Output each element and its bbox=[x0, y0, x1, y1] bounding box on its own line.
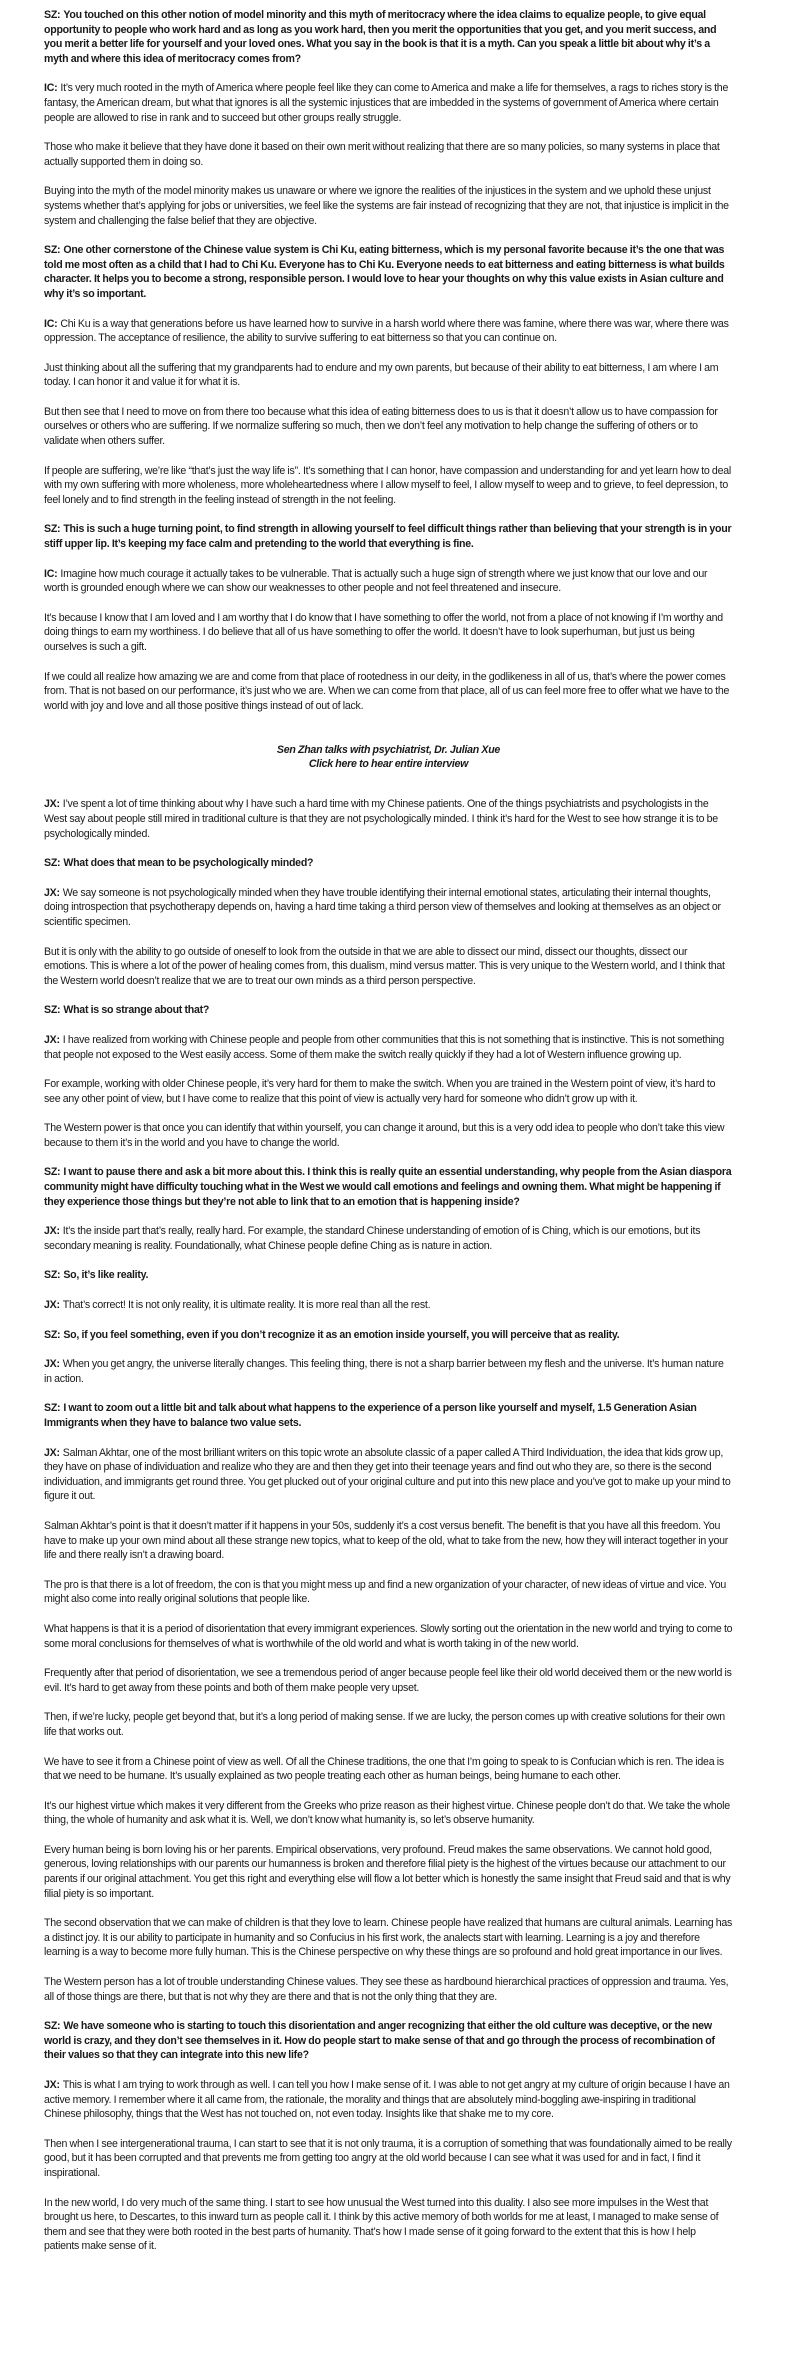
interview-question bbox=[44, 8, 733, 66]
interview-answer bbox=[44, 2196, 733, 2254]
paragraph-text: But it is only with the ability to go outside of oneself to look from the outside in that we are able to dissect our mind, dissect our thoughts, dissect our emotions. This is where a lot of the power of healing comes from, this dualism, mind versus matter. This is very unique to the Western world, and I think that the Western world doesn’t realize that we are to treat our own minds as a third person perspective. bbox=[44, 945, 725, 987]
interview-question bbox=[44, 856, 733, 871]
paragraph-text: The Western person has a lot of trouble understanding Chinese values. They see these as hardbound hierarchical practices of oppression and trauma. Yes, all of those things are there, but that is not why they are there and that is not the only thing that they are. bbox=[44, 1976, 729, 2003]
interview-answer bbox=[44, 797, 733, 841]
interview-answer bbox=[44, 1224, 733, 1253]
interview-answer bbox=[44, 184, 733, 228]
interview-answer bbox=[44, 1519, 733, 1563]
speaker-label: JX: bbox=[44, 1446, 60, 1459]
interview-answer bbox=[44, 1710, 733, 1739]
paragraph-text: This is such a huge turning point, to find strength in allowing yourself to feel difficult things rather than believing that your strength is in your stiff upper lip. It’s keeping my face calm and pretending to the world that everything is fine. bbox=[44, 523, 732, 551]
speaker-label: JX: bbox=[44, 886, 60, 899]
speaker-label: IC: bbox=[44, 82, 58, 95]
paragraph-text: When you get angry, the universe literally changes. This feeling thing, there is not a sharp barrier between my flesh and the universe. It’s human nature in action. bbox=[44, 1358, 724, 1385]
interview-answer bbox=[44, 317, 733, 346]
interview-answer bbox=[44, 1666, 733, 1695]
paragraph-text: It’s very much rooted in the myth of America where people feel like they can come to America and make a life for themselves, a rags to riches story is the fantasy, the American dream, but what that ignores is all the systemic injustices that are imbedded in the systems of government of America where certain people are allowed to rise in rank and to succeed but other groups really struggle. bbox=[44, 82, 729, 124]
interview-question bbox=[44, 1401, 733, 1430]
paragraph-text: Those who make it believe that they have done it based on their own merit without realizing that there are so many policies, so many systems in place that actually supported them in doing so. bbox=[44, 141, 720, 168]
paragraph-text: I have realized from working with Chinese people and people from other communities that this is not something that is instinctive. This is not something that people not exposed to the West easily access. Some of them make the switch really quickly if they had a lot of Western influence growing up. bbox=[44, 1033, 724, 1061]
paragraph-text: For example, working with older Chinese people, it’s very hard for them to make the switch. When you are trained in the Western point of view, it’s hard to see any other point of view, but I have come to realize that this point of view is actually very hard for someone who didn’t grow up with it. bbox=[44, 1078, 716, 1105]
paragraph-text: In the new world, I do very much of the same thing. I start to see how unusual the West turned into this duality. I also see more impulses in the West that brought us here, to Descartes, to this inward turn as people call it. I think by this active memory of both worlds for me at least, I managed to make sense of them and see that they were both rooted in the best parts of humanity. That’s how I made sense of it going forward to the extent that this is how I help patients make sense of it. bbox=[44, 2196, 719, 2253]
interview-answer bbox=[44, 670, 733, 714]
speaker-label: IC: bbox=[44, 317, 58, 330]
paragraph-text: Frequently after that period of disorientation, we see a tremendous period of anger because people feel like their old world deceived them or the new world is evil. It’s hard to get away from these points and both of them make people very upset. bbox=[44, 1667, 732, 1694]
interview-answer bbox=[44, 1121, 733, 1150]
speaker-label: JX: bbox=[44, 1033, 60, 1046]
interview-section-ic bbox=[44, 8, 733, 713]
speaker-label: SZ: bbox=[44, 244, 61, 257]
paragraph-text: One other cornerstone of the Chinese value system is Chi Ku, eating bitterness, which is my personal favorite because it’s the one that was told me most often as a child that I had to Chi Ku. Everyone has to Chi Ku. Everyone needs to eat bitterness and eating bitterness is what builds character. It helps you to become a strong, responsible person. I would love to hear your thoughts on why this value exists in Asian culture and why it’s so important. bbox=[44, 244, 725, 300]
interview-answer bbox=[44, 945, 733, 989]
paragraph-text: That’s correct! It is not only reality, it is ultimate reality. It is more real than all the rest. bbox=[62, 1299, 431, 1312]
speaker-label: SZ: bbox=[44, 9, 61, 21]
paragraph-text: We have someone who is starting to touch this disorientation and anger recognizing that either the old culture was deceptive, or the new world is crazy, and they don’t see themselves in it. How do people start to make sense of that and go through the process of recombination of their values so that they can integrate into this new life? bbox=[44, 2020, 715, 2062]
speaker-label: JX: bbox=[44, 1299, 60, 1312]
interview-question bbox=[44, 1328, 733, 1343]
speaker-label: JX: bbox=[44, 1358, 60, 1371]
paragraph-text: Every human being is born loving his or her parents. Empirical observations, very profound. Freud makes the same observations. We cannot hold good, generous, loving relationships with our parents our humanness is broken and therefore filial piety is the highest of the virtues because our attachment to our parents if our original attachment. You get this right and everything else will flow a lot better which is honestly the same insight that Freud said and that is why filial piety is so important. bbox=[44, 1843, 731, 1900]
interview-answer bbox=[44, 361, 733, 390]
speaker-label: SZ: bbox=[44, 523, 61, 536]
interview-answer bbox=[44, 611, 733, 655]
paragraph-text: Salman Akhtar, one of the most brilliant writers on this topic wrote an absolute classic of a paper called A Third Individuation, the idea that kids grow up, they have on phase of individuation and realize who they are and then they get into their teenage years and find out who they are, so there is the second individuation, and immigrants get round three. You get plucked out of your original culture and put into this new place and you’ve got to make up your mind to figure it out. bbox=[44, 1446, 731, 1503]
speaker-label: IC: bbox=[44, 567, 58, 580]
paragraph-text: What happens is that it is a period of disorientation that every immigrant experiences. Slowly sorting out the orientation in the new world and trying to come to some moral conclusions for themselves of what is worthwhile of the old world and what is worth taking in of the new world. bbox=[44, 1622, 733, 1650]
feature-title: Sen Zhan talks with psychiatrist, Dr. Julian Xue bbox=[276, 744, 501, 757]
paragraph-text: Just thinking about all the suffering that my grandparents had to endure and my own parents, but because of their ability to eat bitterness, I am where I am today. I can honor it and value it for what it is. bbox=[44, 361, 719, 389]
speaker-label: SZ: bbox=[44, 2020, 61, 2033]
speaker-label: SZ: bbox=[44, 1166, 61, 1179]
interview-answer bbox=[44, 1622, 733, 1651]
paragraph-text: This is what I am trying to work through as well. I can tell you how I make sense of it. I was able to not get angry at my culture of origin because I have an active memory. I remember where it all came from, the rationale, the morality and things that are absolutely mind-boggling awe-inspiring in traditional Chinese philosophy, things that the West has not touched on, not even today. Insights like that shake me to my core. bbox=[44, 2079, 730, 2121]
speaker-label: JX: bbox=[44, 798, 60, 811]
interview-section-jx bbox=[44, 797, 733, 2254]
paragraph-text: I want to zoom out a little bit and talk about what happens to the experience of a person like yourself and myself, 1.5 Generation Asian Immigrants when they have to balance two value sets. bbox=[44, 1402, 697, 1429]
speaker-label: SZ: bbox=[44, 1004, 61, 1017]
interview-question bbox=[44, 1268, 733, 1283]
paragraph-text: Imagine how much courage it actually takes to be vulnerable. That is actually such a huge sign of strength where we just know that our love and our worth is grounded enough where we can show our weaknesses to other people and not feel threatened and insecure. bbox=[44, 567, 708, 595]
interview-question bbox=[44, 1165, 733, 1209]
interview-answer bbox=[44, 2137, 733, 2181]
paragraph-text: It’s because I know that I am loved and I am worthy that I do know that I have something to offer the world, not from a place of not knowing if I’m worthy and doing things to earn my worthiness. I do believe that all of us have something to offer the world. It doesn’t have to look superhuman, but just us being ourselves is such a gift. bbox=[44, 611, 723, 653]
interview-answer bbox=[44, 1799, 733, 1828]
paragraph-text: If we could all realize how amazing we are and come from that place of rootedness in our deity, in the godlikeness in all of us, that’s where the power comes from. That is not based on our performance, it’s just who we are. When we can come from that place, all of us can feel more free to offer what we have to the world with joy and love and all those positive things instead of out of lack. bbox=[44, 670, 730, 712]
interview-feature-heading bbox=[44, 743, 733, 771]
speaker-label: SZ: bbox=[44, 1269, 61, 1282]
paragraph-text: Chi Ku is a way that generations before us have learned how to survive in a harsh world where there was famine, where there was war, where there was oppression. The acceptance of resilience, the ability to survive suffering to eat bitterness so that you can continue on. bbox=[44, 317, 729, 345]
interview-answer bbox=[44, 1843, 733, 1901]
paragraph-text: We have to see it from a Chinese point of view as well. Of all the Chinese traditions, the one that I’m going to speak to is Confucian which is ren. The idea is that we need to be humane. It’s usually explained as two people treating each other as human beings, being humane to each other. bbox=[44, 1755, 724, 1783]
paragraph-text: Buying into the myth of the model minority makes us unaware or where we ignore the realities of the injustices in the system and we uphold these unjust systems whether that’s applying for jobs or universities, we feel like the systems are fair instead of recognizing that they are not, that injustice is implicit in the system and challenging the false belief that they are objective. bbox=[44, 185, 729, 227]
interview-answer bbox=[44, 1446, 733, 1504]
interview-answer bbox=[44, 1975, 733, 2004]
interview-answer bbox=[44, 1916, 733, 1960]
paragraph-text: Then, if we’re lucky, people get beyond that, but it’s a long period of making sense. If we are lucky, the person comes up with creative solutions for their own life that works out. bbox=[44, 1711, 725, 1738]
interview-answer bbox=[44, 567, 733, 596]
paragraph-text: But then see that I need to move on from there too because what this idea of eating bitterness does to us is that it doesn’t allow us to have compassion for ourselves or others who are suffering. If we normalize suffering so much, then we don’t feel any motivation to help change the suffering of others or to validate when others suffer. bbox=[44, 405, 718, 448]
paragraph-text: The second observation that we can make of children is that they love to learn. Chinese people have realized that humans are cultural animals. Learning has a distinct joy. It is our ability to participate in humanity and so Confucius in his first work, the analects start with learning. Learning is a joy and therefore learning is a way to become more fully human. This is the Chinese perspective on why these things are so profound and hold great importance in our lives. bbox=[44, 1917, 733, 1959]
interview-answer bbox=[44, 1077, 733, 1106]
paragraph-text: Salman Akhtar’s point is that it doesn’t matter if it happens in your 50s, suddenly it’s a cost versus benefit. The benefit is that you have all this freedom. You have to make up your own mind about all these strange new topics, what to keep of the old, what to take from the new, how they will interact together in your life and there really isn’t a drawing board. bbox=[44, 1519, 729, 1562]
speaker-label: SZ: bbox=[44, 857, 61, 870]
interview-question bbox=[44, 2019, 733, 2063]
paragraph-text: It’s our highest virtue which makes it very different from the Greeks who prize reason as their highest virtue. Chinese people don’t do that. We take the whole thing, the whole of humanity and ask what it is. Well, we don’t know what humanity is, so let’s observe humanity. bbox=[44, 1799, 730, 1827]
paragraph-text: We say someone is not psychologically minded when they have trouble identifying their internal emotional states, articulating their internal thoughts, doing introspection that psychotherapy depends on, having a hard time taking a third person view of themselves and looking at themselves as an object or scientific specimen. bbox=[44, 886, 721, 928]
paragraph-text: What is so strange about that? bbox=[63, 1004, 210, 1017]
interview-answer bbox=[44, 464, 733, 508]
paragraph-text: I want to pause there and ask a bit more about this. I think this is really quite an essential understanding, why people from the Asian diaspora community might have difficulty touching what in the West we would call emotions and feelings and owning them. What might be happening if they experience those things but they’re not able to link that to an emotion that is happening inside? bbox=[44, 1166, 732, 1208]
interview-answer bbox=[44, 2078, 733, 2122]
interview-answer bbox=[44, 1357, 733, 1386]
interview-answer bbox=[44, 1578, 733, 1607]
speaker-label: JX: bbox=[44, 1225, 60, 1238]
interview-answer bbox=[44, 81, 733, 125]
paragraph-text: If people are suffering, we’re like “that’s just the way life is”. It’s something that I can honor, have compassion and understanding for and yet learn how to deal with my own suffering with more wholeness, more wholeheartedness where I allow myself to feel, I allow myself to weep and to grieve, to feel depression, to feel lonely and to find strength in the feeling instead of strength in the not feeling. bbox=[44, 464, 731, 506]
interview-answer bbox=[44, 1033, 733, 1062]
paragraph-text: You touched on this other notion of model minority and this myth of meritocracy where the idea claims to equalize people, to give equal opportunity to people who work hard and as long as you work hard, then you merit the opportunities that you get, and you merit success, and you merit a better life for yourself and your loved ones. What you say in the book is that it is a myth. Can you speak a little bit about why it’s a myth and where this idea of meritocracy comes from? bbox=[44, 9, 717, 65]
paragraph-text: It’s the inside part that’s really, really hard. For example, the standard Chinese understanding of emotion of is Ching, which is our emotions, but its secondary meaning is reality. Foundationally, what Chinese people define Ching as is nature in action. bbox=[44, 1225, 701, 1252]
hear-interview-link[interactable]: Click here to hear entire interview bbox=[308, 758, 469, 771]
interview-answer bbox=[44, 1755, 733, 1784]
paragraph-text: So, it’s like reality. bbox=[63, 1269, 149, 1282]
paragraph-text: What does that mean to be psychologically minded? bbox=[63, 857, 314, 870]
interview-question bbox=[44, 522, 733, 551]
paragraph-text: Then when I see intergenerational trauma, I can start to see that it is not only trauma, it is a corruption of something that was foundationally aimed to be really good, but it has been corrupted and that prevents me from getting too angry at the old world because I can see what it was used for and in fact, I find it inspirational. bbox=[44, 2137, 732, 2179]
speaker-label: SZ: bbox=[44, 1402, 61, 1415]
paragraph-text: The pro is that there is a lot of freedom, the con is that you might mess up and find a new organization of your character, of new ideas of virtue and vice. You might also come into really original solutions that people like. bbox=[44, 1578, 727, 1606]
interview-answer bbox=[44, 886, 733, 930]
paragraph-text: So, if you feel something, even if you don’t recognize it as an emotion inside yourself, you will perceive that as reality. bbox=[63, 1328, 620, 1341]
interview-answer bbox=[44, 405, 733, 449]
paragraph-text: I’ve spent a lot of time thinking about why I have such a hard time with my Chinese patients. One of the things psychiatrists and psychologists in the West say about people still mired in traditional culture is that they are not psychologically minded. I think it’s hard for the West to see how strange it is to be psychologically minded. bbox=[44, 798, 718, 840]
interview-question bbox=[44, 243, 733, 301]
speaker-label: JX: bbox=[44, 2079, 60, 2091]
speaker-label: SZ: bbox=[44, 1328, 61, 1341]
paragraph-text: The Western power is that once you can identify that within yourself, you can change it around, but this is a very odd idea to people who don’t take this view because to them it’s in the world and you have to change the world. bbox=[44, 1122, 725, 1149]
interview-question bbox=[44, 1003, 733, 1018]
interview-answer bbox=[44, 140, 733, 169]
interview-answer bbox=[44, 1298, 733, 1313]
